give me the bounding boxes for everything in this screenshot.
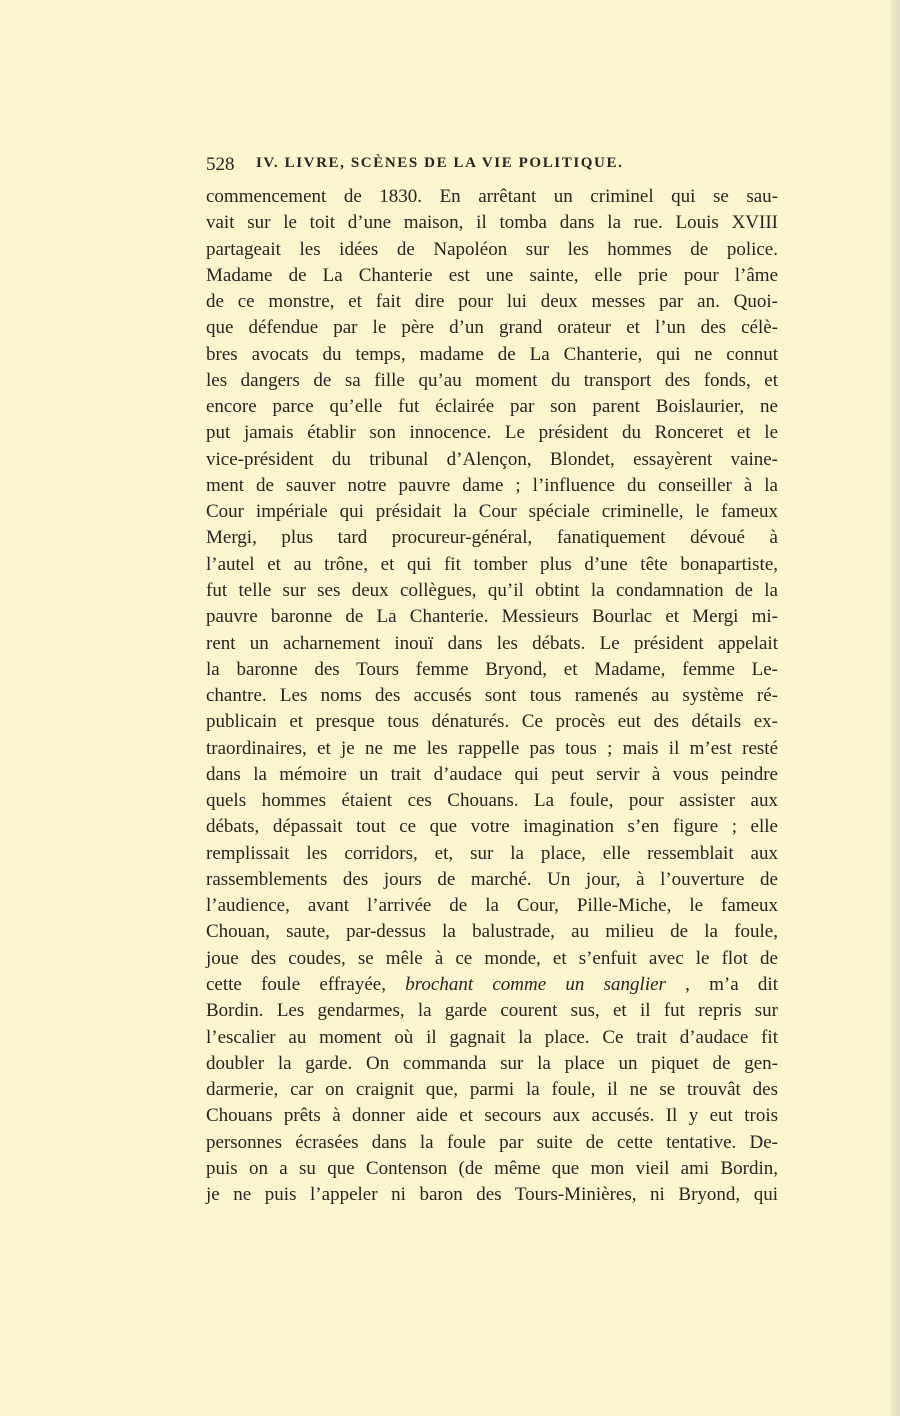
text-line: l’autel et au trône, et qui fit tomber plus d’une tête bonapartiste,: [206, 553, 778, 575]
text-line: partageait les idées de Napoléon sur les hommes de police.: [206, 238, 778, 260]
text-line: quels hommes étaient ces Chouans. La foule, pour assister aux: [206, 790, 778, 812]
text-line: je ne puis l’appeler ni baron des Tours-Minières, ni Bryond, qui: [206, 1184, 778, 1206]
text-line: doubler la garde. On commanda sur la place un piquet de gen-: [206, 1052, 778, 1074]
text-line: les dangers de sa fille qu’au moment du transport des fonds, et: [206, 369, 778, 391]
text-line: pauvre baronne de La Chanterie. Messieurs Bourlac et Mergi mi-: [206, 606, 778, 628]
text-line: Chouan, saute, par-dessus la balustrade, au milieu de la foule,: [206, 921, 778, 943]
text-line: vait sur le toit d’une maison, il tomba dans la rue. Louis XVIII: [206, 212, 778, 234]
text-line: la baronne des Tours femme Bryond, et Madame, femme Le-: [206, 658, 778, 680]
text-line: Bordin. Les gendarmes, la garde courent sus, et il fut repris sur: [206, 1000, 778, 1022]
page-edge: [890, 0, 900, 1416]
running-title: IV. LIVRE, SCÈNES DE LA VIE POLITIQUE.: [256, 155, 624, 171]
text-line: l’audience, avant l’arrivée de la Cour, Pille-Miche, le fameux: [206, 895, 778, 917]
text-line: [206, 972, 778, 998]
text-line: débats, dépassait tout ce que votre imagination s’en figure ; elle: [206, 816, 778, 838]
text-line: de ce monstre, et fait dire pour lui deux messes par an. Quoi-: [206, 291, 778, 313]
text-line: que défendue par le père d’un grand orateur et l’un des célè-: [206, 317, 778, 339]
italic-quote: brochant comme un sanglier: [405, 973, 666, 995]
text-line: vice-président du tribunal d’Alençon, Blondet, essayèrent vaine-: [206, 448, 778, 470]
text-line: traordinaires, et je ne me les rappelle pas tous ; mais il m’est resté: [206, 737, 778, 759]
text-line: rent un acharnement inouï dans les débats. Le président appelait: [206, 632, 778, 654]
text-line: rassemblements des jours de marché. Un jour, à l’ouverture de: [206, 868, 778, 890]
text-line: Madame de La Chanterie est une sainte, elle prie pour l’âme: [206, 264, 778, 286]
page-header: [206, 154, 778, 180]
text-line: puis on a su que Contenson (de même que mon vieil ami Bordin,: [206, 1157, 778, 1179]
text-line: fut telle sur ses deux collègues, qu’il obtint la condamnation de la: [206, 579, 778, 601]
page-number: 528: [206, 154, 235, 175]
text-line: Cour impériale qui présidait la Cour spéciale criminelle, le fameux: [206, 501, 778, 523]
text-line: Chouans prêts à donner aide et secours aux accusés. Il y eut trois: [206, 1105, 778, 1127]
text-segment: cette foule effrayée,: [206, 973, 406, 995]
text-line: bres avocats du temps, madame de La Chanterie, qui ne connut: [206, 343, 778, 365]
text-line: remplissait les corridors, et, sur la place, elle ressemblait aux: [206, 842, 778, 864]
text-line: personnes écrasées dans la foule par suite de cette tentative. De-: [206, 1131, 778, 1153]
text-line: l’escalier au moment où il gagnait la place. Ce trait d’audace fit: [206, 1026, 778, 1048]
text-line: Mergi, plus tard procureur-général, fanatiquement dévoué à: [206, 527, 778, 549]
text-line: joue des coudes, se mêle à ce monde, et s’enfuit avec le flot de: [206, 947, 778, 969]
text-line: darmerie, car on craignit que, parmi la foule, il ne se trouvât des: [206, 1079, 778, 1101]
text-line: dans la mémoire un trait d’audace qui peut servir à vous peindre: [206, 763, 778, 785]
text-line: publicain et presque tous dénaturés. Ce procès eut des détails ex-: [206, 711, 778, 733]
text-line: put jamais établir son innocence. Le président du Ronceret et le: [206, 422, 778, 444]
text-segment: , m’a dit: [685, 973, 778, 995]
text-line: ment de sauver notre pauvre dame ; l’influence du conseiller à la: [206, 474, 778, 496]
text-line: commencement de 1830. En arrêtant un criminel qui se sau-: [206, 186, 778, 207]
text-line: chantre. Les noms des accusés sont tous ramenés au système ré-: [206, 685, 778, 707]
text-line: encore parce qu’elle fut éclairée par son parent Boislaurier, ne: [206, 396, 778, 418]
body-text: [206, 184, 778, 1208]
